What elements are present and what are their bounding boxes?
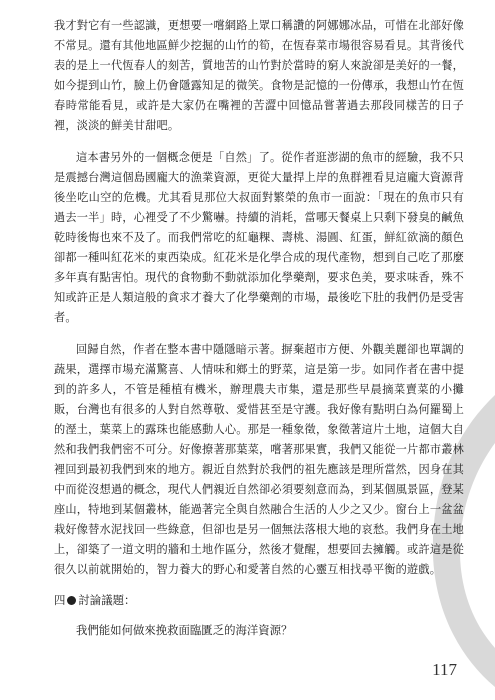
article-body bbox=[54, 16, 464, 592]
paragraph-3: 回歸自然，作者在整本書中隱隱暗示著。摒棄超市方便、外觀美麗卻也單調的蔬果，選擇市場充滿驚喜、人情味和鄉土的野菜，這是第一步。如同作者在書中提到的許多人，不管是種植有機米，辦理農夫市集，還是那些早晨摘菜賣菜的小攤販，台灣也有很多的人對自然尊敬、愛惜甚至是守護。我好像有點明白為何羅蜀上的溼土，葉菜上的露珠也能感動人心。那是一種象徵，象徵著這片土地，這個大自然和我們我們密不可分。好像撩著那葉菜，嚐著那果實，我們又能從一片都市叢林裡回到最初我們到來的地方。親近自然對於我們的祖先應該是理所當然，因身在其中而從沒想過的概念，現代人們親近自然卻必須要刻意而為，到某個風景區，登某座山，特地到某個叢林，能過著完全與自然融合生活的人少之又少。窗台上一盆盆栽好像替水泥找回一些綠意，但卻也是另一個無法落根大地的哀愁。我們身在土地上，卻築了一道文明的牆和土地作區分，然後才覺醒，想要回去擁觸。或許這是從很久以前就開始的，智力養大的野心和愛著自然的心靈互相找尋平衡的遊戲。 bbox=[54, 343, 464, 576]
section-number: 四 bbox=[54, 593, 66, 607]
paragraph-1: 我才對它有一些認識，更想要一嚐網路上眾口稱讚的阿娜娜冰品，可惜在北部好像不常見。還有其他地區鮮少挖掘的山竹的筍，在恆春菜市場很容易看見。其背後代表的是上一代恆春人的刻苦，質地苦的山竹對於當時的窮人來說卻是美好的一餐，如今提到山竹，臉上仍會隱露知足的微笑。食物是記憶的一份傳承，我想山竹在恆春時常能看見，或許是大家仍在嘴裡的苦澀中回憶品嘗著過去那段同樣苦的日子裡，淡淡的鮮美甘甜吧。 bbox=[54, 19, 464, 132]
discussion-question: 我們能如何做來挽救面臨匱乏的海洋資源？ bbox=[76, 623, 293, 637]
page-number: 117 bbox=[432, 660, 457, 679]
discussion-heading bbox=[54, 590, 135, 610]
section-title: 討論議題： bbox=[78, 593, 136, 607]
paragraph-2: 這本書另外的一個概念便是「自然」了。從作者逛澎湖的魚市的經驗，我不只是震撼台灣這個島國龐大的漁業資源，更從大量捍上岸的魚群裡看見這龐大資源背後坐吃山空的危機。尤其看見那位大叔面對繁榮的魚市一面說：「現在的魚市只有過去一半」時，心裡受了不少驚嚇。持續的消耗，當哪天餐桌上只剩下發臭的鹹魚乾時後悔也來不及了。而我們常吃的紅龜粿、壽桃、湯圓、紅蛋，鮮紅欲滴的顏色卻都一種叫紅花米的東西染成。紅花米是化學合成的現代產物，想到自己吃了那麼多年真有點害怕。現代的食物動不動就添加化學藥劑，要求色美，要求味香，殊不知或許正是人類這般的貪求才養大了化學藥劑的市場，最後吃下肚的我們仍是受害者。 bbox=[54, 151, 464, 324]
bullet-icon bbox=[67, 596, 76, 605]
